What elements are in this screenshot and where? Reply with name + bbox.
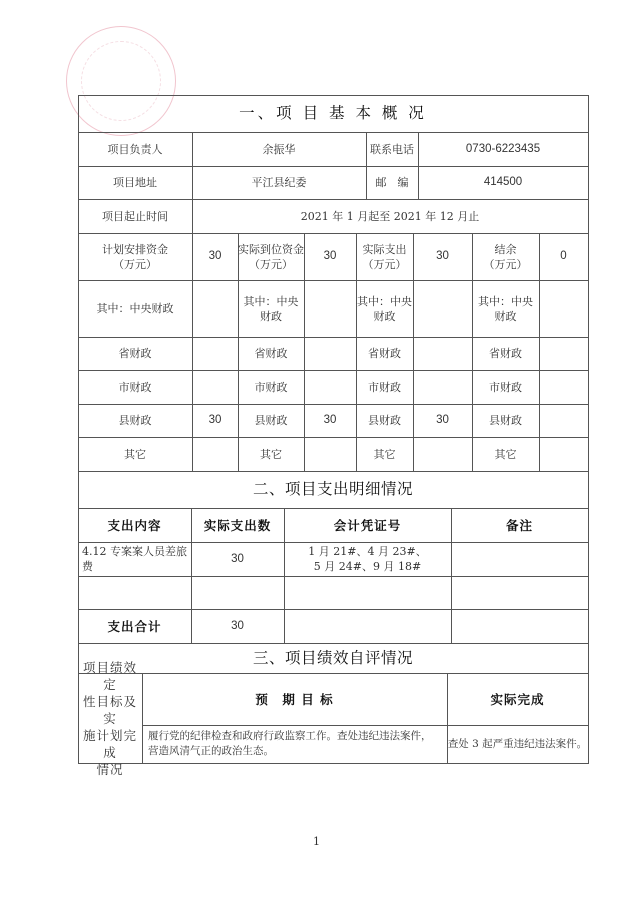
expense-total-value: [191, 609, 284, 643]
breakdown-value: [304, 280, 356, 337]
breakdown-label: [356, 337, 413, 370]
period-value: [192, 199, 588, 233]
expected-header: [142, 673, 447, 725]
leader-value: [192, 132, 366, 166]
breakdown-label: [78, 404, 192, 437]
performance-label: [78, 659, 142, 777]
breakdown-value: [304, 370, 356, 404]
address-label: [78, 166, 192, 199]
breakdown-label: [356, 280, 413, 337]
breakdown-value: [413, 437, 472, 471]
section2-title: [78, 471, 588, 508]
address-value-text: 平江县纪委: [251, 176, 307, 189]
expense-voucher-text: 1 月 21#、4 月 23#、 5 月 24#、9 月 18#: [308, 545, 427, 573]
leader-value-text: 余振华: [262, 142, 296, 156]
performance-label-text: 项目绩效定 性目标及实 施计划完成 情况: [82, 659, 137, 777]
expense-header: [191, 508, 284, 542]
leader-label: [78, 132, 192, 166]
breakdown-label: [78, 280, 192, 337]
phone-label: [366, 132, 418, 166]
leader-label-text: 项目负责人: [107, 142, 163, 156]
breakdown-value: [539, 337, 588, 370]
expense-total-label: [78, 609, 191, 643]
fund-value: [413, 233, 472, 280]
breakdown-label-text: 其中：中央财政: [96, 302, 174, 315]
expense-content: [78, 542, 191, 576]
expense-total-value-text: 30: [231, 619, 244, 632]
breakdown-value: [192, 337, 238, 370]
breakdown-value: [304, 404, 356, 437]
grid-line: [588, 95, 589, 763]
fund-label-text: 计划安排资金 （万元）: [102, 242, 168, 271]
expense-amount: [191, 576, 284, 609]
breakdown-label: [238, 370, 304, 404]
period-label: [78, 199, 192, 233]
breakdown-label-text: 其它: [124, 447, 146, 461]
breakdown-label: [238, 337, 304, 370]
breakdown-value: [413, 280, 472, 337]
breakdown-value: [192, 437, 238, 471]
expense-header-text: 实际支出数: [203, 517, 272, 533]
section3-title: [78, 643, 588, 673]
breakdown-label-text: 市财政: [118, 380, 152, 394]
breakdown-label: [356, 404, 413, 437]
expense-total-label-text: 支出合计: [107, 618, 162, 634]
fund-value-text: 30: [436, 250, 449, 262]
expense-header-text: 备注: [505, 517, 533, 533]
breakdown-label: [78, 337, 192, 370]
breakdown-label: [472, 404, 539, 437]
page-number: 1: [313, 835, 320, 848]
expected-header-text: 预 期 目 标: [255, 691, 334, 707]
fund-label: [78, 233, 192, 280]
breakdown-label-text: 省财政: [489, 347, 522, 360]
phone-value-text: 0730-6223435: [465, 142, 541, 155]
breakdown-value-text: 30: [436, 414, 449, 426]
breakdown-label: [78, 437, 192, 471]
breakdown-label: [472, 337, 539, 370]
fund-label: [472, 233, 539, 280]
actual-text: [447, 725, 588, 763]
phone-value: [418, 132, 588, 166]
breakdown-value: [192, 370, 238, 404]
expected-text-text: 履行党的纪律检查和政府行政监察工作。查处违纪违法案件， 营造风清气正的政治生态。: [148, 730, 432, 757]
period-label-text: 项目起止时间: [102, 209, 168, 223]
breakdown-label-text: 其它: [494, 447, 517, 461]
breakdown-label-text: 省财政: [368, 347, 401, 360]
postcode-value: [418, 166, 588, 199]
fund-label: [356, 233, 413, 280]
fund-value: [539, 233, 588, 280]
postcode-value-text: 414500: [483, 176, 523, 188]
fund-value-text: 30: [323, 250, 337, 262]
expense-header: [451, 508, 588, 542]
breakdown-label-text: 其中：中央 财政: [243, 294, 299, 323]
expense-voucher: [284, 576, 451, 609]
breakdown-value: [539, 437, 588, 471]
fund-label: [238, 233, 304, 280]
fund-label-text: 实际支出 （万元）: [362, 242, 407, 271]
breakdown-label: [238, 437, 304, 471]
expense-note: [451, 542, 588, 576]
breakdown-label-text: 市财政: [368, 380, 401, 394]
breakdown-label-text: 省财政: [118, 347, 152, 360]
breakdown-value: [413, 337, 472, 370]
phone-label-text: 联系电话: [370, 142, 414, 156]
breakdown-label: [472, 370, 539, 404]
expense-header-text: 会计凭证号: [333, 517, 402, 533]
breakdown-value-text: 30: [323, 414, 337, 426]
expense-voucher: [284, 542, 451, 576]
breakdown-value: [304, 437, 356, 471]
period-value-text: 2021 年 1 月起至 2021 年 12 月止: [300, 209, 480, 223]
fund-value: [304, 233, 356, 280]
fund-value-text: 0: [560, 250, 567, 262]
fund-label-text: 结余 （万元）: [483, 242, 528, 271]
breakdown-label-text: 省财政: [254, 347, 288, 360]
fund-value: [192, 233, 238, 280]
breakdown-value-text: 30: [208, 414, 222, 426]
expense-amount-text: 30: [231, 552, 244, 565]
breakdown-label-text: 其中：中央 财政: [357, 294, 412, 323]
breakdown-label-text: 县财政: [489, 414, 522, 427]
section1-title-text: 一、项 目 基 本 概 况: [239, 104, 427, 122]
breakdown-label: [78, 370, 192, 404]
expense-content-text: 4.12 专案案人员差旅费: [82, 545, 187, 573]
fund-value-text: 30: [208, 250, 222, 262]
breakdown-label-text: 其中：中央 财政: [478, 294, 533, 323]
postcode-label: [366, 166, 418, 199]
breakdown-label-text: 市财政: [489, 380, 522, 394]
expense-note: [451, 576, 588, 609]
breakdown-value: [192, 280, 238, 337]
expense-header: [78, 508, 191, 542]
breakdown-value: [192, 404, 238, 437]
postcode-label-text: 邮 编: [375, 176, 409, 189]
expense-header-text: 支出内容: [107, 517, 162, 533]
breakdown-value: [539, 280, 588, 337]
actual-header-text: 实际完成: [490, 691, 545, 707]
breakdown-label-text: 其它: [260, 447, 282, 461]
breakdown-label-text: 其它: [373, 447, 396, 461]
breakdown-value: [413, 370, 472, 404]
section1-title: [78, 95, 588, 132]
breakdown-label-text: 县财政: [368, 414, 401, 427]
breakdown-label: [472, 280, 539, 337]
actual-header: [447, 673, 588, 725]
section3-title-text: 三、项目绩效自评情况: [252, 648, 413, 667]
breakdown-label: [238, 404, 304, 437]
breakdown-label: [472, 437, 539, 471]
expected-text: [142, 725, 447, 763]
breakdown-label-text: 县财政: [254, 414, 288, 427]
breakdown-label: [356, 370, 413, 404]
breakdown-label: [356, 437, 413, 471]
breakdown-label: [238, 280, 304, 337]
breakdown-value: [304, 337, 356, 370]
expense-content: [78, 576, 191, 609]
breakdown-value: [539, 404, 588, 437]
address-value: [192, 166, 366, 199]
grid-line: [78, 763, 589, 764]
fund-label-text: 实际到位资金 （万元）: [238, 242, 304, 271]
actual-text-text: 查处 3 起严重违纪违法案件。: [447, 737, 588, 750]
breakdown-value: [539, 370, 588, 404]
expense-amount: [191, 542, 284, 576]
breakdown-value: [413, 404, 472, 437]
breakdown-label-text: 县财政: [118, 414, 152, 427]
expense-header: [284, 508, 451, 542]
breakdown-label-text: 市财政: [254, 380, 288, 394]
address-label-text: 项目地址: [113, 176, 157, 189]
section2-title-text: 二、项目支出明细情况: [252, 480, 413, 498]
